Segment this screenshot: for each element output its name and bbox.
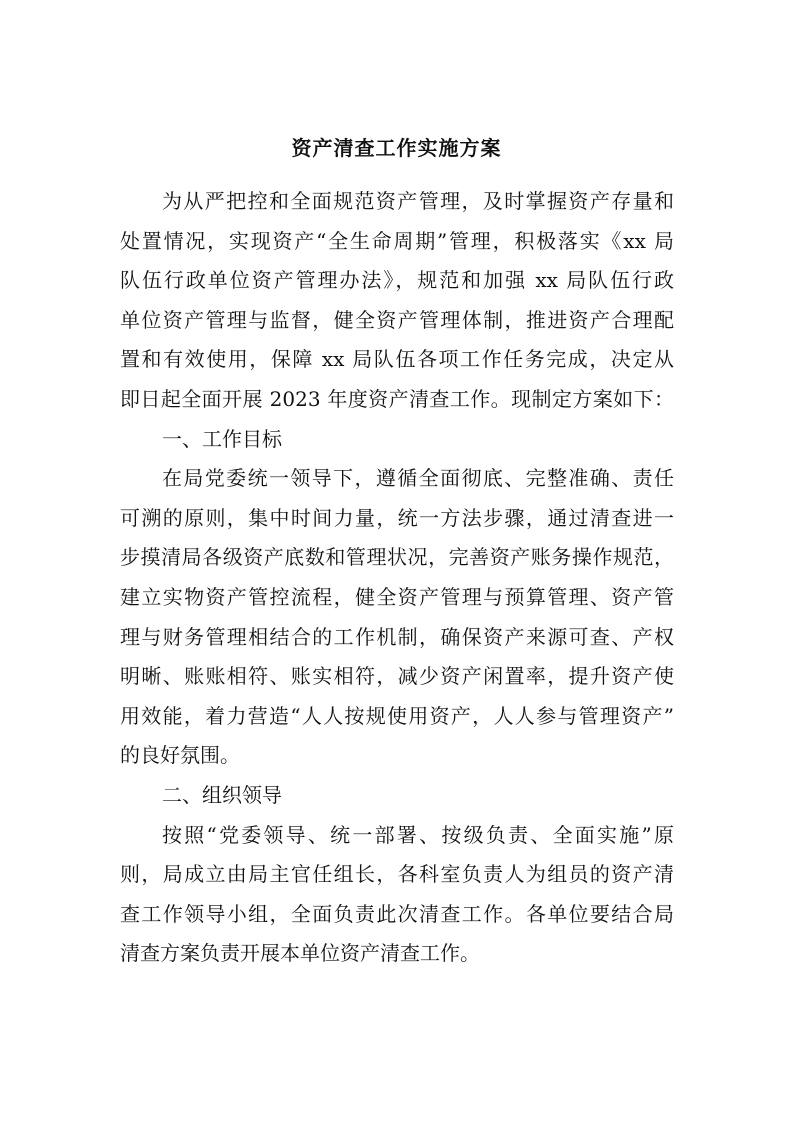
document-title: 资产清查工作实施方案 (291, 136, 502, 160)
paragraph-line: 单位资产管理与监督，健全资产管理体制，推进资产合理配 (120, 307, 674, 332)
paragraph-line: 可溯的原则，集中时间力量，统一方法步骤，通过清查进一 (120, 505, 674, 530)
paragraph-line: 理与财务管理相结合的工作机制，确保资产来源可查、产权 (120, 624, 674, 649)
paragraph-line: 处置情况，实现资产“全生命周期”管理，积极落实《xx 局 (120, 228, 674, 253)
paragraph-line: 则，局成立由局主官任组长，各科室负责人为组员的资产清 (120, 862, 674, 887)
paragraph-line: 步摸清局各级资产底数和管理状况，完善资产账务操作规范， (120, 545, 674, 570)
paragraph-line: 明晰、账账相符、账实相符，减少资产闲置率，提升资产使 (120, 664, 674, 689)
paragraph-line: 查工作领导小组，全面负责此次清查工作。各单位要结合局 (120, 901, 674, 926)
section-heading: 二、组织领导 (162, 782, 282, 807)
paragraph-line: 即日起全面开展 2023 年度资产清查工作。现制定方案如下： (120, 386, 674, 411)
paragraph-line: 建立实物资产管控流程，健全资产管理与预算管理、资产管 (120, 584, 674, 609)
document-body (120, 182, 674, 974)
paragraph-line: 的良好氛围。 (120, 743, 240, 768)
paragraph-line: 队伍行政单位资产管理办法》，规范和加强 xx 局队伍行政 (120, 268, 674, 293)
paragraph-line: 清查方案负责开展本单位资产清查工作。 (120, 941, 480, 966)
paragraph-line: 置和有效使用，保障 xx 局队伍各项工作任务完成，决定从 (120, 347, 674, 372)
paragraph-line: 用效能，着力营造“人人按规使用资产，人人参与管理资产” (120, 703, 674, 728)
paragraph-line: 为从严把控和全面规范资产管理，及时掌握资产存量和 (162, 189, 674, 213)
paragraph-line: 按照“党委领导、统一部署、按级负责、全面实施”原 (162, 822, 674, 847)
paragraph-line: 在局党委统一领导下，遵循全面彻底、完整准确、责任 (162, 466, 674, 491)
section-heading: 一、工作目标 (162, 426, 282, 451)
